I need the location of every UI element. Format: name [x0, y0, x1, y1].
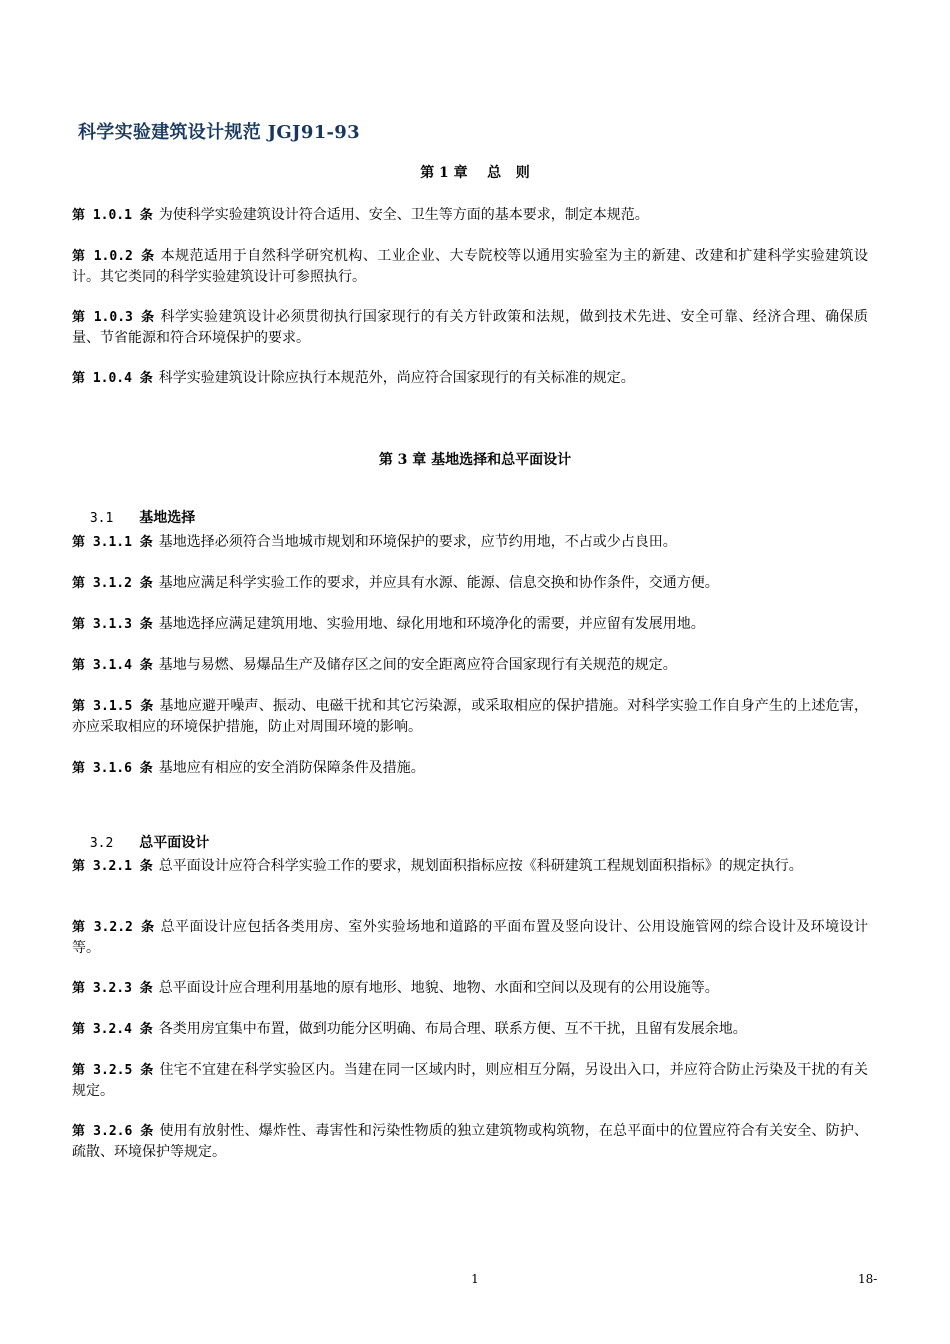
clause-3-1-6 — [72, 758, 868, 779]
clause-label: 第 3.2.3 条 — [72, 981, 153, 996]
clause-text: 基地应满足科学实验工作的要求，并应具有水源、能源、信息交换和协作条件，交通方便。 — [158, 575, 719, 591]
clause-text: 基地选择应满足建筑用地、实验用地、绿化用地和环境净化的需要，并应留有发展用地。 — [158, 616, 705, 632]
clause-3-1-3 — [72, 614, 868, 635]
page-number: 1 — [471, 1272, 479, 1286]
clause-label: 第 1.0.4 条 — [72, 371, 153, 386]
clause-3-1-4 — [72, 655, 868, 676]
clause-3-2-3 — [72, 978, 868, 999]
clause-text: 总平面设计应符合科学实验工作的要求，规划面积指标应按《科研建筑工程规划面积指标》的规定执行。 — [158, 858, 803, 874]
section-number: 3.2 — [89, 836, 114, 851]
clause-label: 第 3.1.1 条 — [72, 535, 153, 550]
chapter-3-heading: 第 3 章 基地选择和总平面设计 — [378, 452, 572, 468]
clause-text: 使用有放射性、爆炸性、毒害性和污染性物质的独立建筑物或构筑物，在总平面中的位置应符合有关安全、防护、疏散、环境保护等规定。 — [72, 1123, 868, 1160]
clause-3-2-5 — [72, 1060, 868, 1102]
footer-page-ref: 18- — [858, 1272, 878, 1286]
clause-label: 第 3.2.4 条 — [72, 1022, 153, 1037]
clause-1-0-2 — [72, 246, 868, 288]
clause-label: 第 3.1.6 条 — [72, 761, 153, 776]
clause-3-2-4 — [72, 1019, 868, 1040]
clause-text: 基地应有相应的安全消防保障条件及措施。 — [158, 760, 425, 776]
clause-text: 科学实验建筑设计必须贯彻执行国家现行的有关方针政策和法规，做到技术先进、安全可靠、经济合理、确保质量、节省能源和符合环境保护的要求。 — [72, 309, 868, 346]
clause-text: 总平面设计应包括各类用房、室外实验场地和道路的平面布置及竖向设计、公用设施管网的综合设计及环境设计等。 — [72, 919, 868, 956]
clause-3-1-5 — [72, 696, 868, 738]
clause-3-2-6 — [72, 1121, 868, 1163]
clause-text: 基地选择必须符合当地城市规划和环境保护的要求，应节约用地，不占或少占良田。 — [158, 534, 677, 550]
clause-text: 本规范适用于自然科学研究机构、工业企业、大专院校等以通用实验室为主的新建、改建和扩建科学实验建筑设计。其它类同的科学实验建筑设计可参照执行。 — [72, 248, 868, 285]
clause-label: 第 3.2.1 条 — [72, 859, 153, 874]
clause-label: 第 3.1.3 条 — [72, 617, 153, 632]
clause-3-1-1 — [72, 532, 868, 553]
clause-label: 第 3.1.5 条 — [72, 699, 154, 714]
clause-text: 住宅不宜建在科学实验区内。当建在同一区域内时，则应相互分隔，另设出入口，并应符合防止污染及干扰的有关规定。 — [72, 1062, 868, 1099]
clause-text: 科学实验建筑设计除应执行本规范外，尚应符合国家现行的有关标准的规定。 — [158, 370, 635, 386]
clause-text: 各类用房宜集中布置，做到功能分区明确、布局合理、联系方便、互不干扰，且留有发展余地。 — [158, 1021, 747, 1037]
section-name: 总平面设计 — [139, 835, 210, 851]
clause-label: 第 3.2.5 条 — [72, 1063, 154, 1078]
section-number: 3.1 — [89, 511, 114, 526]
clause-1-0-3 — [72, 307, 868, 349]
section-name: 基地选择 — [139, 510, 196, 526]
clause-label: 第 3.2.6 条 — [72, 1124, 154, 1139]
clause-3-2-2 — [72, 917, 868, 959]
clause-label: 第 1.0.1 条 — [72, 208, 153, 223]
clause-3-2-1 — [72, 856, 868, 877]
clause-text: 为使科学实验建筑设计符合适用、安全、卫生等方面的基本要求，制定本规范。 — [158, 207, 649, 223]
clause-label: 第 3.2.2 条 — [72, 920, 155, 935]
clause-text: 总平面设计应合理利用基地的原有地形、地貌、地物、水面和空间以及现有的公用设施等。 — [158, 980, 719, 996]
clause-label: 第 3.1.4 条 — [72, 658, 153, 673]
clause-1-0-1 — [72, 205, 868, 226]
chapter-1-heading: 第 1 章 总 则 — [420, 165, 530, 181]
clause-3-1-2 — [72, 573, 868, 594]
document-title: 科学实验建筑设计规范 JGJ91-93 — [78, 122, 360, 143]
clause-label: 第 3.1.2 条 — [72, 576, 153, 591]
clause-text: 基地与易燃、易爆品生产及储存区之间的安全距离应符合国家现行有关规范的规定。 — [158, 657, 677, 673]
clause-label: 第 1.0.3 条 — [72, 310, 155, 325]
clause-label: 第 1.0.2 条 — [72, 249, 155, 264]
clause-1-0-4 — [72, 368, 868, 389]
clause-text: 基地应避开噪声、振动、电磁干扰和其它污染源，或采取相应的保护措施。对科学实验工作自身产生的上述危害，亦应采取相应的环境保护措施，防止对周围环境的影响。 — [72, 698, 868, 735]
